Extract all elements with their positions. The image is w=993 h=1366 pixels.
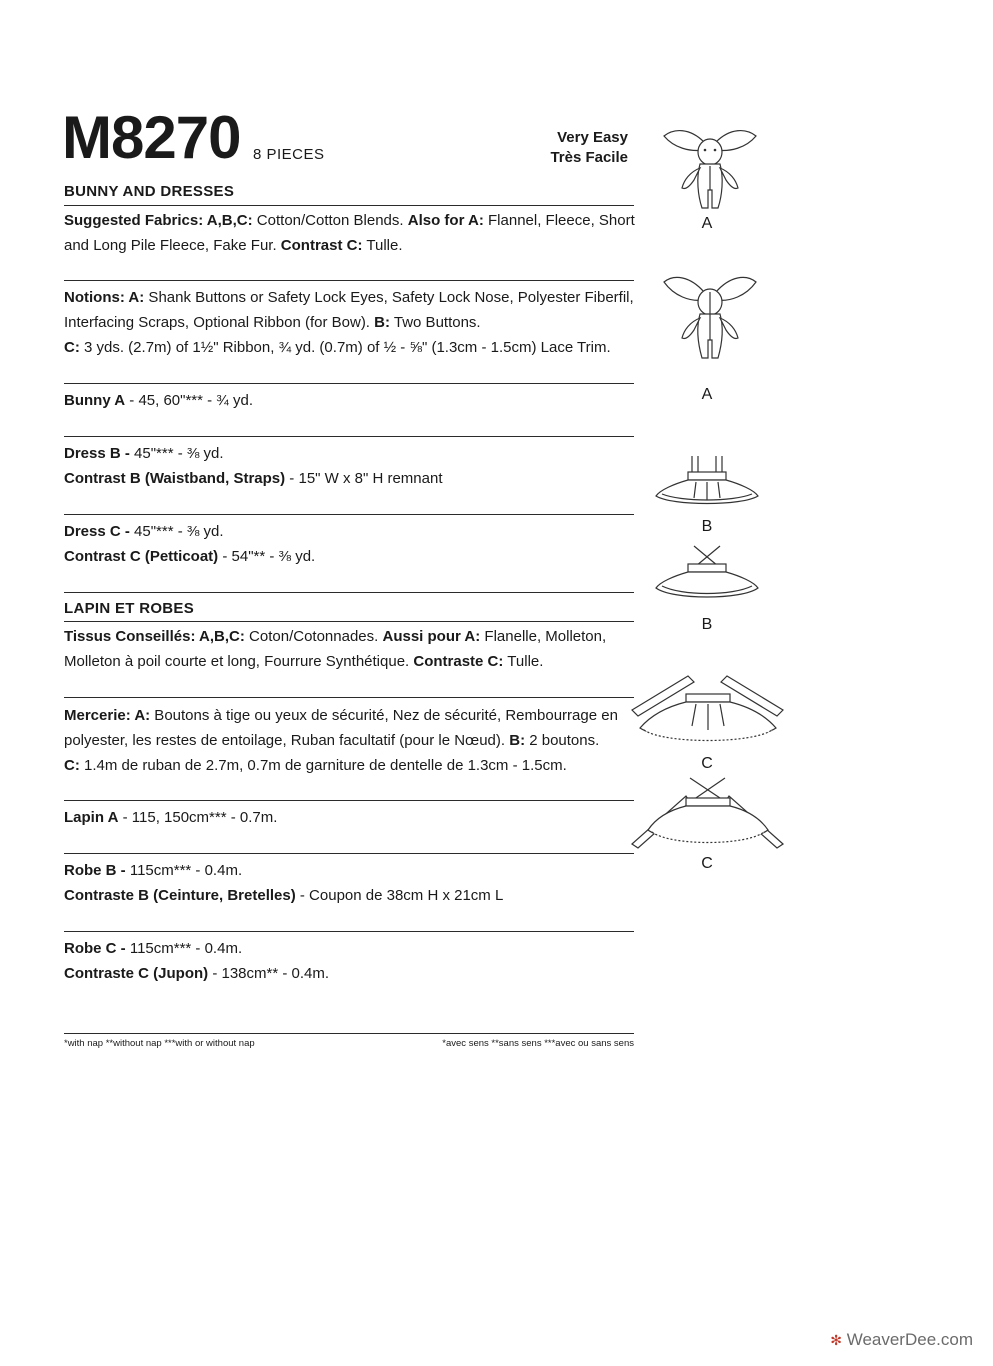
divider <box>64 280 634 281</box>
notions-b-text: Two Buttons. <box>389 314 481 331</box>
contrast-b-value: - Coupon de 38cm H x 21cm L <box>295 887 504 904</box>
notions-c-label: C: <box>64 757 80 774</box>
also-text: Flanelle, Molleton, Molleton à poil courte et long, Fourrure Synthétique. <box>64 628 607 670</box>
footnote-fr: *avec sens **sans sens ***avec ou sans sens <box>442 1038 634 1049</box>
notions-text: Boutons à tige ou yeux de sécurité, Nez de sécurité, Rembourrage en polyester, les restes de entoilage, Ruban facultatif (pour le Nœud). <box>64 707 618 749</box>
also-text: Flannel, Fleece, Short and Long Pile Fleece, Fake Fur. <box>64 212 635 254</box>
watermark-text: WeaverDee.com <box>846 1330 973 1349</box>
dress-b-front-illustration <box>652 452 762 514</box>
divider <box>64 514 634 515</box>
contrast-text: Tulle. <box>503 653 544 670</box>
contrast-c-label: Contrast C (Petticoat) <box>64 548 219 565</box>
contrast-c-value: - 54"** - ⅜ yd. <box>218 548 316 565</box>
notions-text: Shank Buttons or Safety Lock Eyes, Safety Lock Nose, Polyester Fiberfil, Interfacing Scraps, Optional Ribbon (for Bow). <box>64 289 634 331</box>
fabrics-text: Cotton/Cotton Blends. <box>252 212 408 229</box>
contrast-label: Contrast C: <box>280 237 363 254</box>
dress-c-yardage-en <box>64 519 636 569</box>
section-title-en: BUNNY AND DRESSES <box>64 183 235 200</box>
bunny-value: - 115, 150cm*** - 0.7m. <box>118 809 278 826</box>
dress-b-back-illustration <box>652 540 762 612</box>
difficulty-en: Very Easy <box>557 129 628 146</box>
illustration-label: C <box>701 755 713 772</box>
footnote-en: *with nap **without nap ***with or without nap <box>64 1038 255 1049</box>
contrast-label: Contraste C: <box>413 653 504 670</box>
dress-c-value: 115cm*** - 0.4m. <box>125 940 243 957</box>
notions-b-label: B: <box>374 314 390 331</box>
contrast-b-label: Contraste B (Ceinture, Bretelles) <box>64 887 296 904</box>
watermark <box>830 1330 973 1350</box>
notions-en <box>64 285 636 360</box>
divider <box>64 853 634 854</box>
dress-b-yardage-en <box>64 441 636 491</box>
illustration-label: B <box>701 518 713 535</box>
bunny-value: - 45, 60"*** - ¾ yd. <box>125 392 253 409</box>
fabrics-label: Tissus Conseillés: A,B,C: <box>64 628 245 645</box>
difficulty <box>520 128 628 168</box>
difficulty-fr: Très Facile <box>550 149 628 166</box>
illustration-label: B <box>701 616 713 633</box>
also-label: Aussi pour A: <box>382 628 481 645</box>
dress-c-label: Robe C - <box>64 940 126 957</box>
illustration-label: C <box>701 855 713 872</box>
dress-b-yardage-fr <box>64 858 636 908</box>
divider <box>64 800 634 801</box>
fabrics-text: Coton/Cotonnades. <box>244 628 383 645</box>
bunny-yardage-fr <box>64 805 636 830</box>
divider <box>64 592 634 593</box>
dress-c-back-illustration <box>630 772 785 858</box>
notions-b-text: 2 boutons. <box>525 732 600 749</box>
dress-c-yardage-fr <box>64 936 636 986</box>
fabrics-fr <box>64 624 636 674</box>
dress-b-label: Dress B - <box>64 445 130 462</box>
fabrics-en <box>64 208 636 258</box>
bunny-back-illustration <box>660 268 760 368</box>
dress-c-label: Dress C - <box>64 523 130 540</box>
pattern-number: M8270 <box>62 104 241 171</box>
pieces-count: 8 PIECES <box>253 146 325 163</box>
logo-icon: ✻ <box>830 1332 842 1348</box>
fabrics-label: Suggested Fabrics: A,B,C: <box>64 212 253 229</box>
dress-c-value: 45"*** - ⅜ yd. <box>129 523 224 540</box>
bunny-label: Bunny A <box>64 392 126 409</box>
divider <box>64 621 634 622</box>
bunny-yardage-en <box>64 388 636 413</box>
notions-label: Notions: A: <box>64 289 145 306</box>
divider <box>64 697 634 698</box>
contrast-c-label: Contraste C (Jupon) <box>64 965 209 982</box>
notions-c-label: C: <box>64 339 80 356</box>
notions-fr <box>64 703 636 778</box>
notions-b-label: B: <box>509 732 526 749</box>
section-title-fr: LAPIN ET ROBES <box>64 600 195 617</box>
notions-c-text: 3 yds. (2.7m) of 1½" Ribbon, ¾ yd. (0.7m) of ½ - ⅝" (1.3cm - 1.5cm) Lace Trim. <box>79 339 611 356</box>
also-label: Also for A: <box>407 212 484 229</box>
contrast-c-value: - 138cm** - 0.4m. <box>208 965 330 982</box>
notions-c-text: 1.4m de ruban de 2.7m, 0.7m de garniture de dentelle de 1.3cm - 1.5cm. <box>79 757 567 774</box>
divider <box>64 1033 634 1034</box>
illustration-label: A <box>701 215 713 232</box>
bunny-front-illustration <box>660 120 760 220</box>
divider <box>64 436 634 437</box>
contrast-text: Tulle. <box>362 237 403 254</box>
divider <box>64 383 634 384</box>
contrast-b-value: - 15" W x 8" H remnant <box>285 470 443 487</box>
notions-label: Mercerie: A: <box>64 707 151 724</box>
dress-b-value: 45"*** - ⅜ yd. <box>129 445 224 462</box>
bunny-label: Lapin A <box>64 809 119 826</box>
divider <box>64 931 634 932</box>
contrast-b-label: Contrast B (Waistband, Straps) <box>64 470 286 487</box>
divider <box>64 205 634 206</box>
dress-b-label: Robe B - <box>64 862 126 879</box>
illustration-label: A <box>701 386 713 403</box>
dress-b-value: 115cm*** - 0.4m. <box>125 862 243 879</box>
dress-c-front-illustration <box>630 670 785 756</box>
